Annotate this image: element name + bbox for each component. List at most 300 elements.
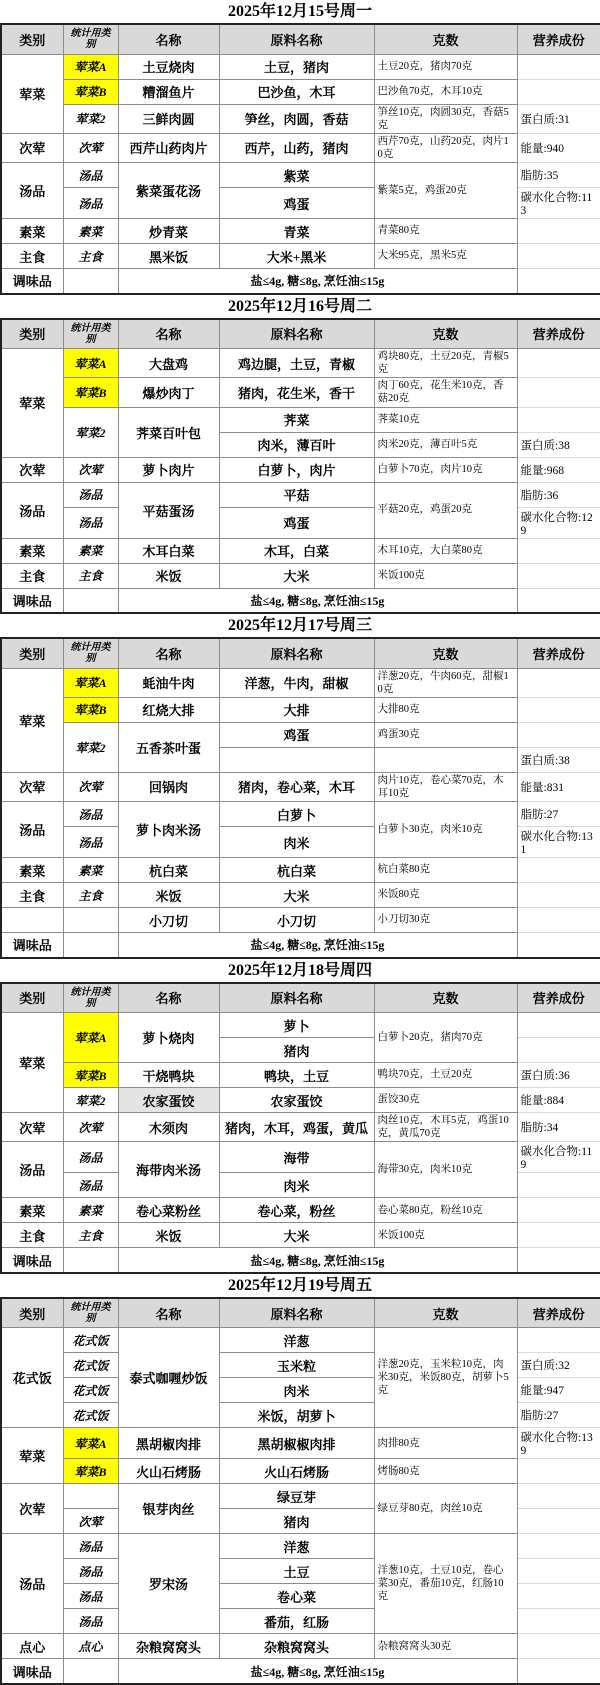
grams-cell: 小刀切30克: [374, 908, 517, 933]
stat-category-cell: 汤品: [63, 827, 118, 858]
ingredients-cell: 海带: [219, 1142, 374, 1173]
grams-cell: 肉丝10克，木耳5克，鸡蛋10克，黄瓜70克: [374, 1113, 517, 1142]
nutrition-cell: [517, 1038, 600, 1063]
category-cell: 次荤: [1, 1113, 63, 1142]
category-cell: 主食: [1, 883, 63, 908]
day-menu-table: [0, 23, 600, 295]
column-header: 营养成份: [517, 1298, 600, 1328]
grams-cell: 鸡蛋30克: [374, 722, 517, 747]
category-cell: 调味品: [1, 269, 63, 294]
column-header: 原料名称: [219, 1298, 374, 1328]
nutrition-cell: [517, 1173, 600, 1198]
stat-category-cell: 素菜: [63, 1198, 118, 1223]
category-cell: 荤菜: [1, 349, 63, 458]
ingredients-cell: 肉米: [219, 1378, 374, 1403]
stat-category-cell: [63, 269, 118, 294]
table-row: [1, 349, 600, 378]
dish-name-cell: 泰式咖喱炒饭: [118, 1328, 219, 1428]
grams-cell: [374, 747, 517, 772]
table-row: [1, 1198, 600, 1223]
stat-category-cell: 次荤: [63, 1509, 118, 1534]
grams-cell: 白萝卜70克，肉片10克: [374, 457, 517, 482]
table-row: [1, 54, 600, 79]
grams-cell: 鸡块80克，土豆20克，青椒5克: [374, 349, 517, 378]
ingredients-cell: 黑胡椒椒肉排: [219, 1428, 374, 1459]
nutrition-cell: [517, 697, 600, 722]
seasoning-limits-cell: 盐≤4g, 糖≤8g, 烹饪油≤15g: [118, 1248, 517, 1273]
nutrition-cell: 蛋白质:31: [517, 104, 600, 133]
ingredients-cell: 白萝卜: [219, 802, 374, 827]
stat-category-cell: 荤菜2: [63, 407, 118, 457]
table-row: [1, 219, 600, 244]
grams-cell: 米饭80克: [374, 883, 517, 908]
table-row: [1, 668, 600, 697]
dish-name-cell: 杭白菜: [118, 858, 219, 883]
ingredients-cell: 鸡边腿，土豆，青椒: [219, 349, 374, 378]
ingredients-cell: 卷心菜: [219, 1584, 374, 1609]
column-header: 类别: [1, 1298, 63, 1328]
stat-category-cell: 点心: [63, 1634, 118, 1659]
dish-name-cell: 西芹山药肉片: [118, 133, 219, 162]
category-cell: 汤品: [1, 802, 63, 858]
day-menu-table: [0, 982, 600, 1274]
stat-category-cell: 汤品: [63, 1534, 118, 1559]
stat-category-highlight-cell: 荤菜A: [63, 1428, 118, 1459]
table-row: [1, 457, 600, 482]
dish-name-cell: 大盘鸡: [118, 349, 219, 378]
ingredients-cell: 肉米: [219, 827, 374, 858]
grams-cell: 紫菜5克，鸡蛋20克: [374, 163, 517, 219]
dish-name-cell: 蚝油牛肉: [118, 668, 219, 697]
ingredients-cell: 平菇: [219, 482, 374, 507]
column-header: 克数: [374, 319, 517, 349]
grams-cell: 鸭块70克，土豆20克: [374, 1063, 517, 1088]
table-row: [1, 933, 600, 958]
nutrition-cell: 脂肪:36: [517, 482, 600, 507]
day-title: 2025年12月19号周五: [0, 1274, 600, 1297]
table-row: [1, 1013, 600, 1038]
nutrition-cell: [517, 858, 600, 883]
seasoning-limits-cell: 盐≤4g, 糖≤8g, 烹饪油≤15g: [118, 588, 517, 613]
ingredients-cell: 番茄，红肠: [219, 1609, 374, 1634]
column-header: 营养成份: [517, 983, 600, 1013]
nutrition-cell: [517, 407, 600, 432]
nutrition-cell: 能量:940: [517, 133, 600, 162]
column-header: 统计用类别: [63, 1298, 118, 1328]
ingredients-cell: 卷心菜，粉丝: [219, 1198, 374, 1223]
stat-category-highlight-cell: 荤菜B: [63, 697, 118, 722]
stat-category-cell: 花式饭: [63, 1328, 118, 1353]
category-cell: 荤菜: [1, 54, 63, 133]
table-row: [1, 858, 600, 883]
column-header: 名称: [118, 24, 219, 54]
stat-category-cell: 主食: [63, 563, 118, 588]
table-row: [1, 1142, 600, 1173]
nutrition-cell: [517, 1509, 600, 1534]
table-row: [1, 1428, 600, 1459]
nutrition-cell: [517, 588, 600, 613]
dish-name-cell: 银芽肉丝: [118, 1484, 219, 1534]
category-cell: 次荤: [1, 457, 63, 482]
stat-category-highlight-cell: 荤菜B: [63, 378, 118, 407]
stat-category-cell: 主食: [63, 883, 118, 908]
ingredients-cell: 火山石烤肠: [219, 1459, 374, 1484]
column-header: 原料名称: [219, 638, 374, 668]
table-row: [1, 1088, 600, 1113]
table-row: [1, 1328, 600, 1353]
nutrition-cell: [517, 1013, 600, 1038]
ingredients-cell: 杭白菜: [219, 858, 374, 883]
dish-name-cell: 米饭: [118, 563, 219, 588]
day-title: 2025年12月15号周一: [0, 0, 600, 23]
dish-name-cell: 回锅肉: [118, 772, 219, 801]
stat-category-highlight-cell: 荤菜B: [63, 1063, 118, 1088]
nutrition-cell: [517, 1198, 600, 1223]
nutrition-cell: [517, 1559, 600, 1584]
ingredients-cell: 鸡蛋: [219, 507, 374, 538]
stat-category-cell: 汤品: [63, 1173, 118, 1198]
category-cell: 汤品: [1, 1534, 63, 1634]
ingredients-cell: 大米+黑米: [219, 244, 374, 269]
category-cell: 素菜: [1, 1198, 63, 1223]
category-cell: 次荤: [1, 1484, 63, 1534]
category-cell: 素菜: [1, 219, 63, 244]
category-cell: 主食: [1, 563, 63, 588]
ingredients-cell: 洋葱: [219, 1534, 374, 1559]
dish-name-cell: 火山石烤肠: [118, 1459, 219, 1484]
nutrition-cell: 能量:968: [517, 457, 600, 482]
stat-category-cell: 汤品: [63, 802, 118, 827]
grams-cell: 肉排80克: [374, 1428, 517, 1459]
table-row: [1, 269, 600, 294]
nutrition-cell: 能量:831: [517, 772, 600, 801]
table-row: [1, 802, 600, 827]
column-header: 原料名称: [219, 983, 374, 1013]
nutrition-cell: [517, 244, 600, 269]
column-header: 克数: [374, 24, 517, 54]
ingredients-cell: 土豆: [219, 1559, 374, 1584]
nutrition-cell: 碳水化合物:131: [517, 827, 600, 858]
ingredients-cell: 杂粮窝窝头: [219, 1634, 374, 1659]
table-row: [1, 1248, 600, 1273]
ingredients-cell: 小刀切: [219, 908, 374, 933]
table-row: [1, 244, 600, 269]
grams-cell: 白萝卜30克，肉米10克: [374, 802, 517, 858]
stat-category-cell: 汤品: [63, 507, 118, 538]
grams-cell: 洋葱10克，土豆10克，卷心菜30克，番茄10克，红肠10克: [374, 1534, 517, 1634]
column-header: 类别: [1, 638, 63, 668]
nutrition-cell: [517, 1223, 600, 1248]
nutrition-cell: [517, 1484, 600, 1509]
grams-cell: 蛋饺30克: [374, 1088, 517, 1113]
ingredients-cell: [219, 747, 374, 772]
dish-name-cell: 农家蛋饺: [118, 1088, 219, 1113]
stat-category-cell: 荤菜2: [63, 104, 118, 133]
ingredients-cell: 肉米，薄百叶: [219, 432, 374, 457]
table-row: [1, 722, 600, 747]
stat-category-cell: [63, 1659, 118, 1684]
dish-name-cell: 罗宋汤: [118, 1534, 219, 1634]
category-cell: 调味品: [1, 1659, 63, 1684]
seasoning-limits-cell: 盐≤4g, 糖≤8g, 烹饪油≤15g: [118, 933, 517, 958]
nutrition-cell: [517, 378, 600, 407]
nutrition-cell: 脂肪:27: [517, 802, 600, 827]
stat-category-cell: [63, 933, 118, 958]
grams-cell: 绿豆芽80克，肉丝10克: [374, 1484, 517, 1534]
category-cell: 花式饭: [1, 1328, 63, 1428]
ingredients-cell: 玉米粒: [219, 1353, 374, 1378]
grams-cell: 卷心菜80克，粉丝10克: [374, 1198, 517, 1223]
table-row: [1, 482, 600, 507]
category-cell: 调味品: [1, 933, 63, 958]
dish-name-cell: 木耳白菜: [118, 538, 219, 563]
column-header: 类别: [1, 983, 63, 1013]
ingredients-cell: 大米: [219, 883, 374, 908]
category-cell: 汤品: [1, 1142, 63, 1198]
nutrition-cell: 碳水化合物:139: [517, 1428, 600, 1459]
day-title: 2025年12月16号周二: [0, 295, 600, 318]
dish-name-cell: 爆炒肉丁: [118, 378, 219, 407]
stat-category-cell: 素菜: [63, 858, 118, 883]
ingredients-cell: 萝卜: [219, 1013, 374, 1038]
grams-cell: 杭白菜80克: [374, 858, 517, 883]
nutrition-cell: [517, 668, 600, 697]
column-header: 名称: [118, 319, 219, 349]
ingredients-cell: 猪肉，木耳，鸡蛋，黄瓜: [219, 1113, 374, 1142]
stat-category-highlight-cell: 荤菜B: [63, 79, 118, 104]
stat-category-cell: 汤品: [63, 482, 118, 507]
table-row: [1, 908, 600, 933]
dish-name-cell: 平菇蛋汤: [118, 482, 219, 538]
stat-category-cell: 花式饭: [63, 1403, 118, 1428]
stat-category-cell: 汤品: [63, 1584, 118, 1609]
stat-category-cell: 荤菜2: [63, 722, 118, 772]
column-header: 营养成份: [517, 319, 600, 349]
ingredients-cell: 荠菜: [219, 407, 374, 432]
ingredients-cell: 肉米: [219, 1173, 374, 1198]
category-cell: 调味品: [1, 588, 63, 613]
nutrition-cell: [517, 722, 600, 747]
nutrition-cell: [517, 908, 600, 933]
nutrition-cell: 碳水化合物:119: [517, 1142, 600, 1173]
grams-cell: 木耳10克，大白菜80克: [374, 538, 517, 563]
grams-cell: 海带30克，肉米10克: [374, 1142, 517, 1198]
dish-name-cell: 萝卜肉片: [118, 457, 219, 482]
table-row: [1, 133, 600, 162]
nutrition-cell: [517, 933, 600, 958]
day-menu-table: [0, 1297, 600, 1685]
nutrition-cell: [517, 1634, 600, 1659]
nutrition-cell: [517, 1584, 600, 1609]
ingredients-cell: 紫菜: [219, 163, 374, 188]
ingredients-cell: 大排: [219, 697, 374, 722]
table-row: [1, 563, 600, 588]
stat-category-cell: [63, 908, 118, 933]
stat-category-cell: 主食: [63, 1223, 118, 1248]
grams-cell: 烤肠80克: [374, 1459, 517, 1484]
ingredients-cell: 鸡蛋: [219, 722, 374, 747]
table-row: [1, 378, 600, 407]
table-row: [1, 407, 600, 432]
nutrition-cell: [517, 1534, 600, 1559]
grams-cell: 巴沙鱼70克，木耳10克: [374, 79, 517, 104]
grams-cell: 白萝卜20克，猪肉70克: [374, 1013, 517, 1063]
table-row: [1, 163, 600, 188]
category-cell: 次荤: [1, 772, 63, 801]
day-menu-table: [0, 637, 600, 959]
stat-category-cell: 汤品: [63, 1559, 118, 1584]
category-cell: 荤菜: [1, 668, 63, 772]
stat-category-cell: 花式饭: [63, 1378, 118, 1403]
stat-category-highlight-cell: 荤菜A: [63, 54, 118, 79]
ingredients-cell: 猪肉，卷心菜，木耳: [219, 772, 374, 801]
seasoning-limits-cell: 盐≤4g, 糖≤8g, 烹饪油≤15g: [118, 1659, 517, 1684]
ingredients-cell: 洋葱，牛肉，甜椒: [219, 668, 374, 697]
nutrition-cell: [517, 538, 600, 563]
stat-category-cell: [63, 588, 118, 613]
dish-name-cell: 荠菜百叶包: [118, 407, 219, 457]
grams-cell: 西芹70克，山药20克，肉片10克: [374, 133, 517, 162]
stat-category-cell: 次荤: [63, 772, 118, 801]
column-header: 统计用类别: [63, 319, 118, 349]
nutrition-cell: [517, 349, 600, 378]
nutrition-cell: 能量:884: [517, 1088, 600, 1113]
category-cell: 荤菜: [1, 1428, 63, 1484]
stat-category-cell: 汤品: [63, 188, 118, 219]
category-cell: 调味品: [1, 1248, 63, 1273]
column-header: 克数: [374, 1298, 517, 1328]
nutrition-cell: 碳水化合物:129: [517, 507, 600, 538]
table-row: [1, 883, 600, 908]
seasoning-limits-cell: 盐≤4g, 糖≤8g, 烹饪油≤15g: [118, 269, 517, 294]
table-row: [1, 1634, 600, 1659]
table-row: [1, 772, 600, 801]
nutrition-cell: 蛋白质:36: [517, 1063, 600, 1088]
dish-name-cell: 米饭: [118, 1223, 219, 1248]
nutrition-cell: [517, 883, 600, 908]
ingredients-cell: 大米: [219, 1223, 374, 1248]
stat-category-cell: 素菜: [63, 219, 118, 244]
dish-name-cell: 卷心菜粉丝: [118, 1198, 219, 1223]
ingredients-cell: 猪肉: [219, 1509, 374, 1534]
stat-category-cell: 次荤: [63, 457, 118, 482]
dish-name-cell: 米饭: [118, 883, 219, 908]
dish-name-cell: 海带肉米汤: [118, 1142, 219, 1198]
column-header: 克数: [374, 983, 517, 1013]
category-cell: [1, 908, 63, 933]
nutrition-cell: 脂肪:34: [517, 1113, 600, 1142]
nutrition-cell: 蛋白质:38: [517, 747, 600, 772]
table-row: [1, 1223, 600, 1248]
nutrition-cell: [517, 1609, 600, 1634]
column-header: 统计用类别: [63, 638, 118, 668]
nutrition-cell: [517, 219, 600, 244]
stat-category-cell: 荤菜2: [63, 1088, 118, 1113]
grams-cell: 笋丝10克，肉圆30克，香菇5克: [374, 104, 517, 133]
category-cell: 荤菜: [1, 1013, 63, 1113]
grams-cell: 土豆20克，猪肉70克: [374, 54, 517, 79]
table-row: [1, 1063, 600, 1088]
ingredients-cell: 农家蛋饺: [219, 1088, 374, 1113]
ingredients-cell: 西芹，山药，猪肉: [219, 133, 374, 162]
ingredients-cell: 米饭，胡萝卜: [219, 1403, 374, 1428]
grams-cell: 青菜80克: [374, 219, 517, 244]
grams-cell: 肉丁60克，花生米10克，香菇20克: [374, 378, 517, 407]
category-cell: 主食: [1, 1223, 63, 1248]
grams-cell: 洋葱20克，玉米粒10克，肉米30克，米饭80克，胡萝卜5克: [374, 1328, 517, 1428]
day-title: 2025年12月17号周三: [0, 614, 600, 637]
dish-name-cell: 五香茶叶蛋: [118, 722, 219, 772]
table-row: [1, 697, 600, 722]
stat-category-highlight-cell: 荤菜A: [63, 1013, 118, 1063]
dish-name-cell: 红烧大排: [118, 697, 219, 722]
table-row: [1, 1534, 600, 1559]
grams-cell: 平菇20克，鸡蛋20克: [374, 482, 517, 538]
dish-name-cell: 紫菜蛋花汤: [118, 163, 219, 219]
stat-category-highlight-cell: 荤菜A: [63, 349, 118, 378]
grams-cell: 大米95克，黑米5克: [374, 244, 517, 269]
nutrition-cell: [517, 79, 600, 104]
stat-category-cell: 主食: [63, 244, 118, 269]
stat-category-cell: 素菜: [63, 538, 118, 563]
nutrition-cell: 脂肪:27: [517, 1403, 600, 1428]
ingredients-cell: 土豆，猪肉: [219, 54, 374, 79]
column-header: 类别: [1, 319, 63, 349]
ingredients-cell: 绿豆芽: [219, 1484, 374, 1509]
nutrition-cell: [517, 1659, 600, 1684]
stat-category-cell: 次荤: [63, 1113, 118, 1142]
ingredients-cell: 鸭块，土豆: [219, 1063, 374, 1088]
ingredients-cell: 大米: [219, 563, 374, 588]
column-header: 统计用类别: [63, 24, 118, 54]
ingredients-cell: 青菜: [219, 219, 374, 244]
table-row: [1, 79, 600, 104]
nutrition-cell: [517, 1248, 600, 1273]
dish-name-cell: 炒青菜: [118, 219, 219, 244]
ingredients-cell: 猪肉，花生米，香干: [219, 378, 374, 407]
column-header: 名称: [118, 983, 219, 1013]
table-row: [1, 1484, 600, 1509]
category-cell: 素菜: [1, 858, 63, 883]
grams-cell: 米饭100克: [374, 563, 517, 588]
category-cell: 汤品: [1, 482, 63, 538]
column-header: 类别: [1, 24, 63, 54]
dish-name-cell: 黑胡椒肉排: [118, 1428, 219, 1459]
stat-category-cell: 汤品: [63, 163, 118, 188]
stat-category-cell: 汤品: [63, 1609, 118, 1634]
day-menu-table: [0, 318, 600, 615]
grams-cell: 杂粮窝窝头30克: [374, 1634, 517, 1659]
day-title: 2025年12月18号周四: [0, 959, 600, 982]
nutrition-cell: 蛋白质:32: [517, 1353, 600, 1378]
nutrition-cell: [517, 54, 600, 79]
category-cell: 素菜: [1, 538, 63, 563]
ingredients-cell: 猪肉: [219, 1038, 374, 1063]
table-row: [1, 538, 600, 563]
column-header: 原料名称: [219, 319, 374, 349]
dish-name-cell: 萝卜烧肉: [118, 1013, 219, 1063]
grams-cell: 米饭100克: [374, 1223, 517, 1248]
dish-name-cell: 三鲜肉圆: [118, 104, 219, 133]
dish-name-cell: 黑米饭: [118, 244, 219, 269]
table-row: [1, 1659, 600, 1684]
dish-name-cell: 小刀切: [118, 908, 219, 933]
column-header: 统计用类别: [63, 983, 118, 1013]
nutrition-cell: 脂肪:35: [517, 163, 600, 188]
stat-category-cell: [63, 1484, 118, 1509]
nutrition-cell: 蛋白质:38: [517, 432, 600, 457]
column-header: 营养成份: [517, 24, 600, 54]
